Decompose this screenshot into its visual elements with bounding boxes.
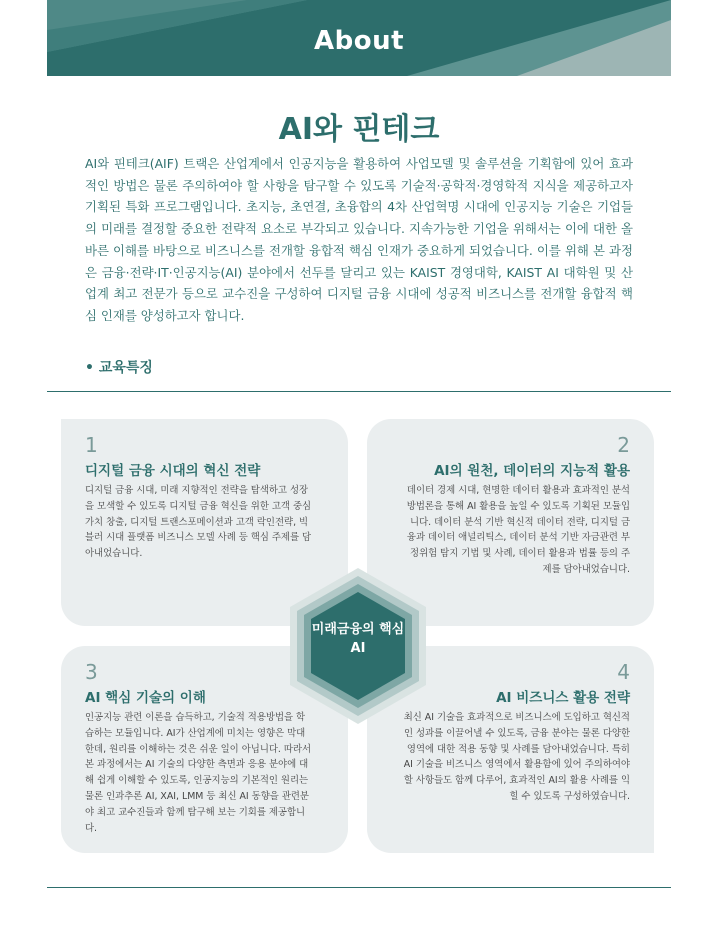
section-label: • 교육특징 bbox=[85, 360, 153, 376]
banner-title: About bbox=[313, 26, 405, 56]
page-title: AI와 핀테크 bbox=[278, 112, 440, 147]
feature-number: 3 bbox=[85, 660, 98, 684]
feature-body: 디지털 금융 시대, 미래 지향적인 전략을 탐색하고 성장을 모색할 수 있도록 디지털 금융 혁신을 위한 고객 중심 가치 창출, 디지털 트랜스포메이션과 고객 락인전략, 빅블러 시대 플랫폼 비즈니스 모델 사례 등 핵심 주제를 담아내었습니다. bbox=[85, 485, 312, 560]
feature-title: 디지털 금융 시대의 혁신 전략 bbox=[85, 463, 261, 479]
section-divider-top bbox=[47, 391, 671, 392]
header-banner bbox=[47, 0, 671, 76]
feature-body: 최신 AI 기술을 효과적으로 비즈니스에 도입하고 혁신적인 성과를 이끌어낼 수 있도록, 금융 분야는 물론 다양한 영역에 대한 적용 동향 및 사례를 담아내었습니다. 특히 AI 기술을 비즈니스 영역에서 활용함에 있어 주의하여야 할 사항들도 함께 다루어, 효과적인 AI의 활용 사례를 익힐 수 있도록 구성하였습니다. bbox=[403, 712, 630, 802]
feature-number: 2 bbox=[617, 433, 630, 457]
feature-title: AI의 원천, 데이터의 지능적 활용 bbox=[434, 463, 630, 479]
center-label: 미래금융의 핵심 AI bbox=[311, 622, 405, 656]
feature-title: AI 핵심 기술의 이해 bbox=[85, 690, 206, 706]
center-hexagon bbox=[278, 566, 438, 726]
section-divider-bottom bbox=[47, 887, 671, 888]
feature-title: AI 비즈니스 활용 전략 bbox=[496, 690, 630, 706]
feature-number: 4 bbox=[617, 660, 630, 684]
feature-body: 데이터 경제 시대, 현명한 데이터 활용과 효과적인 분석 방법론을 통해 AI 활용을 높일 수 있도록 기획된 모듈입니다. 데이터 분석 기반 혁신적 데이터 전략, 디지털 금융과 데이터 애널리틱스, 데이터 분석 기반 자금관련 부정위험 탐지 기법 및 사례, 데이터 활용과 법률 등의 주제를 담아내었습니다. bbox=[406, 485, 630, 575]
feature-body: 인공지능 관련 이론을 습득하고, 기술적 적용방법을 학습하는 모듈입니다. AI가 산업계에 미치는 영향은 막대한데, 원리를 이해하는 것은 쉬운 일이 아닙니다. 따라서 본 과정에서는 AI 기술의 다양한 측면과 응용 분야에 대해 쉽게 이해할 수 있도록, 인공지능의 기본적인 원리는 물론 인과추론 AI, XAI, LMM 등 최신 AI 동향을 관련분야 최고 교수진들과 함께 탐구해 보는 기회를 제공합니다. bbox=[85, 712, 312, 834]
intro-paragraph: AI와 핀테크(AIF) 트랙은 산업계에서 인공지능을 활용하여 사업모델 및 솔루션을 기획함에 있어 효과적인 방법은 물론 주의하여야 할 사항을 탐구할 수 있도록 기술적·공학적·경영학적 지식을 제공하고자 기획된 특화 프로그램입니다. 초지능, 초연결, 초융합의 4차 산업혁명 시대에 인공지능 기술은 기업들의 미래를 결정할 중요한 전략적 요소로 부각되고 있습니다. 지속가능한 기업을 위해서는 이에 대한 올바른 이해를 바탕으로 비즈니스를 전개할 융합적 핵심 인재가 중요하게 되었습니다. 이를 위해 본 과정은 금융·전략·IT·인공지능(AI) 분야에서 선두를 달리고 있는 KAIST 경영대학, KAIST AI 대학원 및 산업계 최고 전문가 등으로 교수진을 구성하여 디지털 금융 시대에 성공적 비즈니스를 전개할 융합적 핵심 인재를 양성하고자 합니다. bbox=[85, 156, 633, 323]
feature-number: 1 bbox=[85, 433, 98, 457]
